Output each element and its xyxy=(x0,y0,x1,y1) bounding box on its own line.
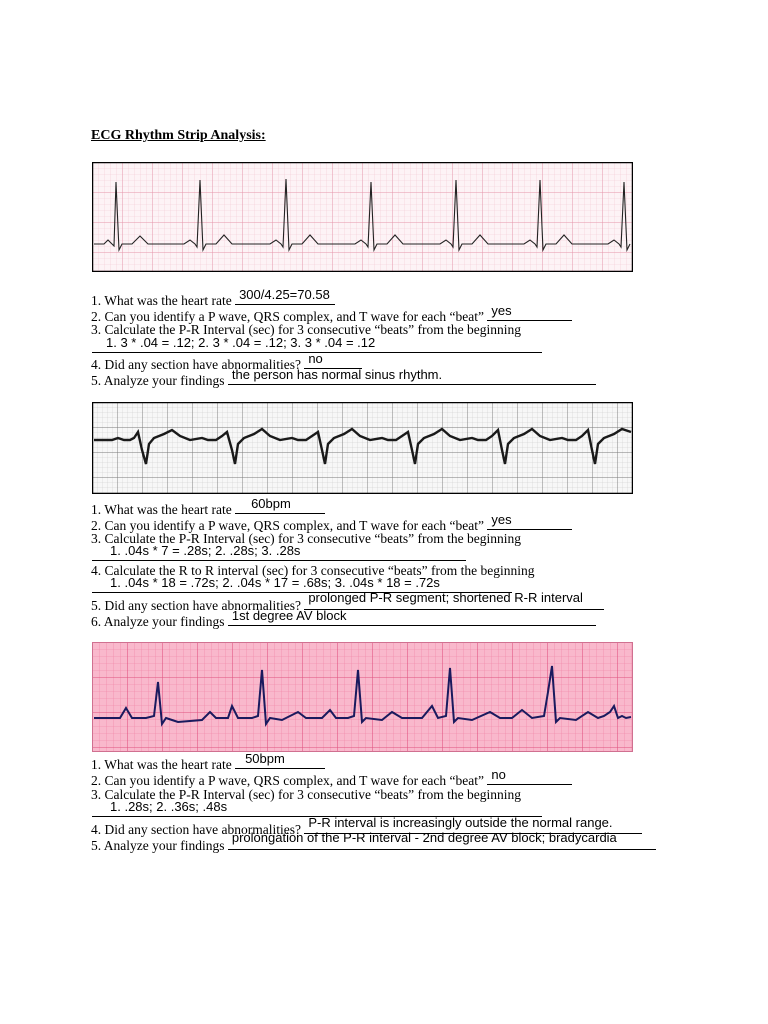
s2-q6: 6. Analyze your findings xyxy=(91,614,225,629)
s2-a3-field[interactable]: 1. .04s * 7 = .28s; 2. .28s; 3. .28s xyxy=(92,546,466,561)
s3-q2: 2. Can you identify a P wave, QRS complex, and T wave for each “beat” xyxy=(91,773,485,788)
s1-q4: 4. Did any section have abnormalities? xyxy=(91,357,301,372)
s1-a5-field[interactable]: the person has normal sinus rhythm. xyxy=(228,370,596,385)
s3-a2-field[interactable]: no xyxy=(487,770,572,785)
s3-a1-field[interactable]: 50bpm xyxy=(235,754,325,769)
s2-a1-field[interactable]: 60bpm xyxy=(235,499,325,514)
s1-a4-field[interactable]: no xyxy=(304,354,362,369)
ecg-strip-2 xyxy=(92,402,633,494)
s2-q4: 4. Calculate the R to R interval (sec) for 3 consecutive “beats” from the beginning xyxy=(91,563,535,578)
s1-q5: 5. Analyze your findings xyxy=(91,373,225,388)
s2-a4-field[interactable]: 1. .04s * 18 = .72s; 2. .04s * 17 = .68s; 3. .04s * 18 = .72s xyxy=(92,578,512,593)
s1-q1: 1. What was the heart rate xyxy=(91,293,232,308)
s3-a4-field[interactable]: P-R interval is increasingly outside the normal range. xyxy=(304,819,642,834)
s2-a6-field[interactable]: 1st degree AV block xyxy=(228,611,596,626)
ecg-strip-3 xyxy=(92,642,633,752)
s2-q5: 5. Did any section have abnormalities? xyxy=(91,598,301,613)
s3-a5-field[interactable]: prolongation of the P-R interval - 2nd degree AV block; bradycardia xyxy=(228,835,656,850)
s1-a3-field[interactable]: 1. 3 * .04 = .12; 2. 3 * .04 = .12; 3. 3 * .04 = .12 xyxy=(92,338,542,353)
s1-a2-field[interactable]: yes xyxy=(487,306,572,321)
s2-q3: 3. Calculate the P-R Interval (sec) for 3 consecutive “beats” from the beginning xyxy=(91,531,521,546)
s3-q1: 1. What was the heart rate xyxy=(91,757,232,772)
s3-q3: 3. Calculate the P-R Interval (sec) for 3 consecutive “beats” from the beginning xyxy=(91,787,521,802)
s2-q1: 1. What was the heart rate xyxy=(91,502,232,517)
s1-q3: 3. Calculate the P-R Interval (sec) for 3 consecutive “beats” from the beginning xyxy=(91,322,521,337)
ecg-strip-1 xyxy=(92,162,633,272)
s3-a3-field[interactable]: 1. .28s; 2. .36s; .48s xyxy=(92,802,542,817)
s3-q5: 5. Analyze your findings xyxy=(91,838,225,853)
page-title: ECG Rhythm Strip Analysis: xyxy=(91,128,266,143)
s3-q4: 4. Did any section have abnormalities? xyxy=(91,822,301,837)
s2-q2: 2. Can you identify a P wave, QRS complex, and T wave for each “beat” xyxy=(91,518,485,533)
s2-a5-field[interactable]: prolonged P-R segment; shortened R-R interval xyxy=(304,595,604,610)
s2-a2-field[interactable]: yes xyxy=(487,515,572,530)
s1-q2: 2. Can you identify a P wave, QRS complex, and T wave for each “beat” xyxy=(91,309,485,324)
s1-a1-field[interactable]: 300/4.25=70.58 xyxy=(235,290,335,305)
